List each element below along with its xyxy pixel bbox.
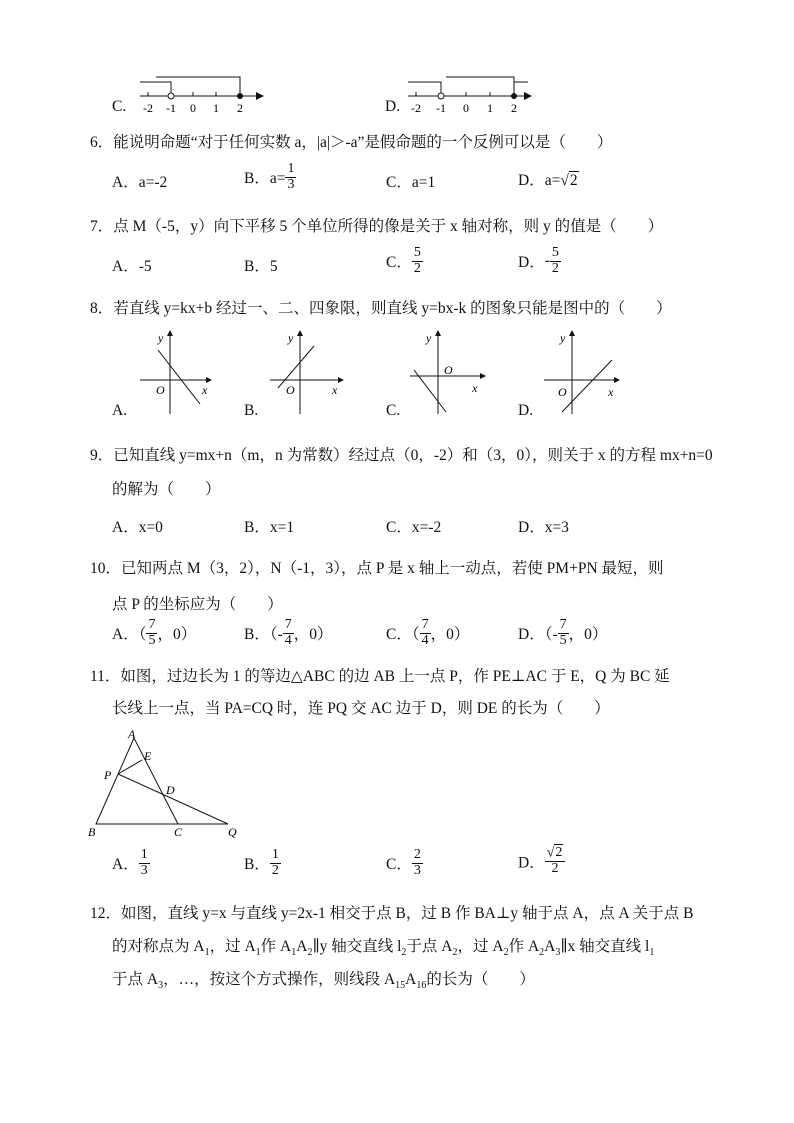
q10-stem: 10．已知两点 M（3，2），N（-1，3），点 P 是 x 轴上一动点，若使 PM+PN 最短，则 <box>90 560 664 577</box>
point-label-p: P <box>104 768 112 782</box>
q11-stem-line2: 长线上一点，当 PA=CQ 时，连 PQ 交 AC 边于 D，则 DE 的长为（ ） <box>112 700 610 717</box>
q9-option-a: A．x=0 <box>112 519 163 536</box>
q9-option-c: C．x=-2 <box>386 519 442 536</box>
q6-option-d: D．a=√2 <box>518 172 578 190</box>
q8-option-c-label: C. <box>386 402 401 419</box>
q5-option-d-label: D. <box>385 98 401 115</box>
q10-option-d: D．（- $\frac{7}{5}$ ，0） <box>518 617 608 648</box>
q10-option-c: C．（ $\frac{7}{4}$ ，0） <box>386 617 470 648</box>
q6-option-b: B．a= $\frac{1}{3}$ <box>244 161 295 192</box>
tick-label: 0 <box>463 101 469 115</box>
tick-label: 1 <box>213 101 219 115</box>
axis-x-label: x <box>202 383 208 397</box>
origin-label: O <box>156 383 165 397</box>
q7-stem: 7．点 M（-5，y）向下平移 5 个单位所得的像是关于 x 轴对称，则 y 的值是（ ） <box>90 218 664 235</box>
axis-y-label: y <box>560 331 566 345</box>
axis-x-label: x <box>332 383 338 397</box>
axis-y-label: y <box>426 331 432 345</box>
q9-stem-line2: 的解为（ ） <box>112 481 221 498</box>
q5-option-c-number-line <box>136 72 266 116</box>
tick-label: -2 <box>143 101 153 115</box>
q5-option-c-label: C. <box>112 98 127 115</box>
axis-x-label: x <box>608 385 614 399</box>
point-label-q: Q <box>228 825 237 839</box>
q8-option-a-label: A. <box>112 402 128 419</box>
q7-option-a: A．-5 <box>112 258 152 275</box>
point-label-a: A <box>128 727 136 741</box>
tick-label: 0 <box>190 101 196 115</box>
point-label-e: E <box>144 749 152 763</box>
q11-stem: 11．如图，过边长为 1 的等边△ABC 的边 AB 上一点 P，作 PE⊥AC 于 E，Q 为 BC 延 <box>90 668 670 685</box>
q8-option-b-label: B. <box>244 402 259 419</box>
origin-label: O <box>558 385 567 399</box>
q10-stem-line2: 点 P 的坐标应为（ ） <box>112 596 283 613</box>
q11-option-b: B． $\frac{1}{2}$ <box>244 847 279 878</box>
tick-label: -2 <box>411 101 421 115</box>
q8-option-d-label: D. <box>518 402 534 419</box>
q7-option-b: B．5 <box>244 258 278 275</box>
q10-option-a: A．（ $\frac{7}{5}$ ，0） <box>112 617 197 648</box>
q7-option-d: D．- $\frac{5}{2}$ <box>518 245 559 276</box>
q6-option-a: A．a=-2 <box>112 174 168 191</box>
q8-graph-a <box>136 326 216 418</box>
q9-option-b: B．x=1 <box>244 519 295 536</box>
origin-label: O <box>286 383 295 397</box>
tick-label: -1 <box>436 101 446 115</box>
q12-stem-line3: 于点 $A_3$，…，按这个方式操作，则线段 $A_{15}A_{16}$的长为（ ） <box>112 971 535 992</box>
q9-stem: 9．已知直线 y=mx+n（m，n 为常数）经过点（0，-2）和（3，0），则关于 x 的方程 mx+n=0 <box>90 447 713 464</box>
axis-y-label: y <box>158 331 164 345</box>
point-label-d: D <box>166 783 175 797</box>
q11-triangle-figure <box>86 724 246 840</box>
q8-stem: 8．若直线 y=kx+b 经过一、二、四象限，则直线 y=bx-k 的图象只能是图中的（ ） <box>90 300 672 317</box>
point-label-b: B <box>88 825 96 839</box>
point-label-c: C <box>174 825 183 839</box>
tick-label: -1 <box>166 101 176 115</box>
axis-x-label: x <box>472 381 478 395</box>
tick-label: 1 <box>487 101 493 115</box>
tick-label: 2 <box>237 101 243 115</box>
q11-option-a: A． $\frac{1}{3}$ <box>112 847 148 878</box>
q11-option-d: D． $\frac{√2}{2}$ <box>518 846 565 877</box>
q12-stem-line1: 12．如图，直线 y=x 与直线 y=2x-1 相交于点 B，过 B 作 BA⊥y 轴于点 A，点 A 关于点 B <box>90 905 694 922</box>
q8-graph-c <box>406 326 488 418</box>
q9-option-d: D．x=3 <box>518 519 569 536</box>
tick-label: 2 <box>511 101 517 115</box>
q7-option-c: C． $\frac{5}{2}$ <box>386 245 421 276</box>
q12-stem-line2: 的对称点为 $A_1$，过 $A_1$作 $A_1A_2\parallel y$ 轴交直线 $l_2$于点 $A_2$，过 $A_2$作 $A_2A_3\parallel x$ 轴交直线 $l_1$ <box>112 938 655 959</box>
q10-option-b: B．（- $\frac{7}{4}$ ，0） <box>244 617 333 648</box>
origin-label: O <box>444 363 453 377</box>
q8-graph-b <box>266 326 346 418</box>
axis-y-label: y <box>288 331 294 345</box>
q6-option-c: C．a=1 <box>386 174 436 191</box>
q5-option-d-number-line <box>404 72 534 116</box>
q11-option-c: C． $\frac{2}{3}$ <box>386 847 421 878</box>
q8-graph-d <box>540 326 622 418</box>
q6-stem: 6．能说明命题“对于任何实数 a，|a|＞-a”是假命题的一个反例可以是（ ） <box>90 134 613 151</box>
